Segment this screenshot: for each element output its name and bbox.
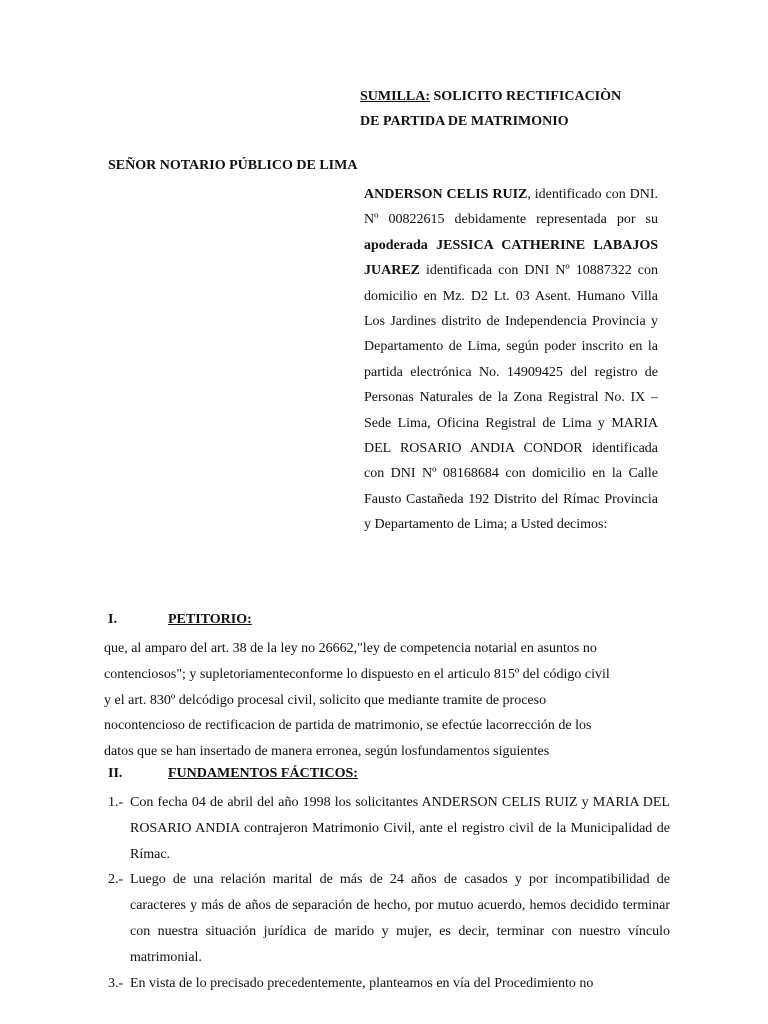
- section-title: PETITORIO:: [168, 612, 252, 627]
- section-number: II.: [108, 766, 123, 781]
- petitorio-body: [104, 636, 672, 765]
- fact-text: En vista de lo precisado precedentemente, planteamos en vía del Procedimiento no: [130, 975, 594, 991]
- section-fundamentos-heading: [108, 766, 358, 782]
- petitorio-line: que, al amparo del art. 38 de la ley no 26662,"ley de competencia notarial en asuntos no: [104, 641, 597, 656]
- intro-text-2: identificada con DNI Nº 10887322 con domicilio en Mz. D2 Lt. 03 Asent. Humano Villa Los Jardines distrito de Independencia Provincia y Departamento de Lima, según poder inscrito en la partida electrónica No. 14909425 del registro de Personas Naturales de la Zona Registral No. IX – Sede Lima, Oficina Registral de Lima y MARIA DEL ROSARIO ANDIA CONDOR identificada con DNI Nº 08168684 con domicilio en la Calle Fausto Castañeda 192 Distrito del Rímac Provincia y Departamento de Lima; a Usted decimos:: [364, 263, 658, 533]
- sumilla-label: SUMILLA:: [360, 89, 431, 104]
- petitorio-line: y el art. 830º delcódigo procesal civil, solicito que mediante tramite de proceso: [104, 692, 547, 708]
- section-number: I.: [108, 612, 117, 627]
- sumilla-line-1: [360, 84, 680, 109]
- fact-number: 3.-: [108, 975, 124, 991]
- sumilla-text-1: SOLICITO RECTIFICACIÒN: [430, 89, 622, 104]
- section-title: FUNDAMENTOS FÁCTICOS:: [168, 766, 358, 781]
- addressee: SEÑOR NOTARIO PÚBLICO DE LIMA: [108, 158, 358, 173]
- sumilla-block: [360, 84, 680, 134]
- fact-text: Con fecha 04 de abril del año 1998 los solicitantes ANDERSON CELIS RUIZ y MARIA DEL ROSARIO ANDIA contrajeron Matrimonio Civil, ante el registro civil de la Municipalidad de Rímac.: [130, 795, 670, 862]
- fact-text: Luego de una relación marital de más de 24 años de casados y por incompatibilidad de caracteres y más de años de separación de hecho, por mutuo acuerdo, hemos decidido terminar con nuestra situación jurídica de marido y mujer, es decir, terminar con nuestro vínculo matrimonial.: [130, 872, 670, 965]
- representative-name: apoderada JESSICA CATHERINE LABAJOS JUAREZ: [364, 237, 658, 279]
- petitorio-line: nocontencioso de rectificacion de partida de matrimonio, se efectúe lacorrección de los: [104, 718, 592, 734]
- intro-text-1: , identificado con DNI. Nº 00822615 debidamente representada por su: [364, 187, 658, 228]
- fact-item: [104, 790, 670, 867]
- fact-item: [104, 867, 670, 970]
- facts-list: [104, 790, 670, 996]
- fact-number: 2.-: [108, 872, 124, 888]
- fact-item: [104, 971, 670, 997]
- applicant-name: ANDERSON CELIS RUIZ: [364, 187, 528, 202]
- petitorio-line: contenciosos"; y supletoriamenteconforme lo dispuesto en el articulo 815º del código civil: [104, 666, 610, 682]
- section-petitorio-heading: [108, 612, 252, 628]
- intro-paragraph: [364, 182, 658, 538]
- petitorio-line: datos que se han insertado de manera erronea, según losfundamentos siguientes: [104, 744, 550, 760]
- fact-number: 1.-: [108, 795, 124, 810]
- sumilla-line-2: DE PARTIDA DE MATRIMONIO: [360, 114, 569, 129]
